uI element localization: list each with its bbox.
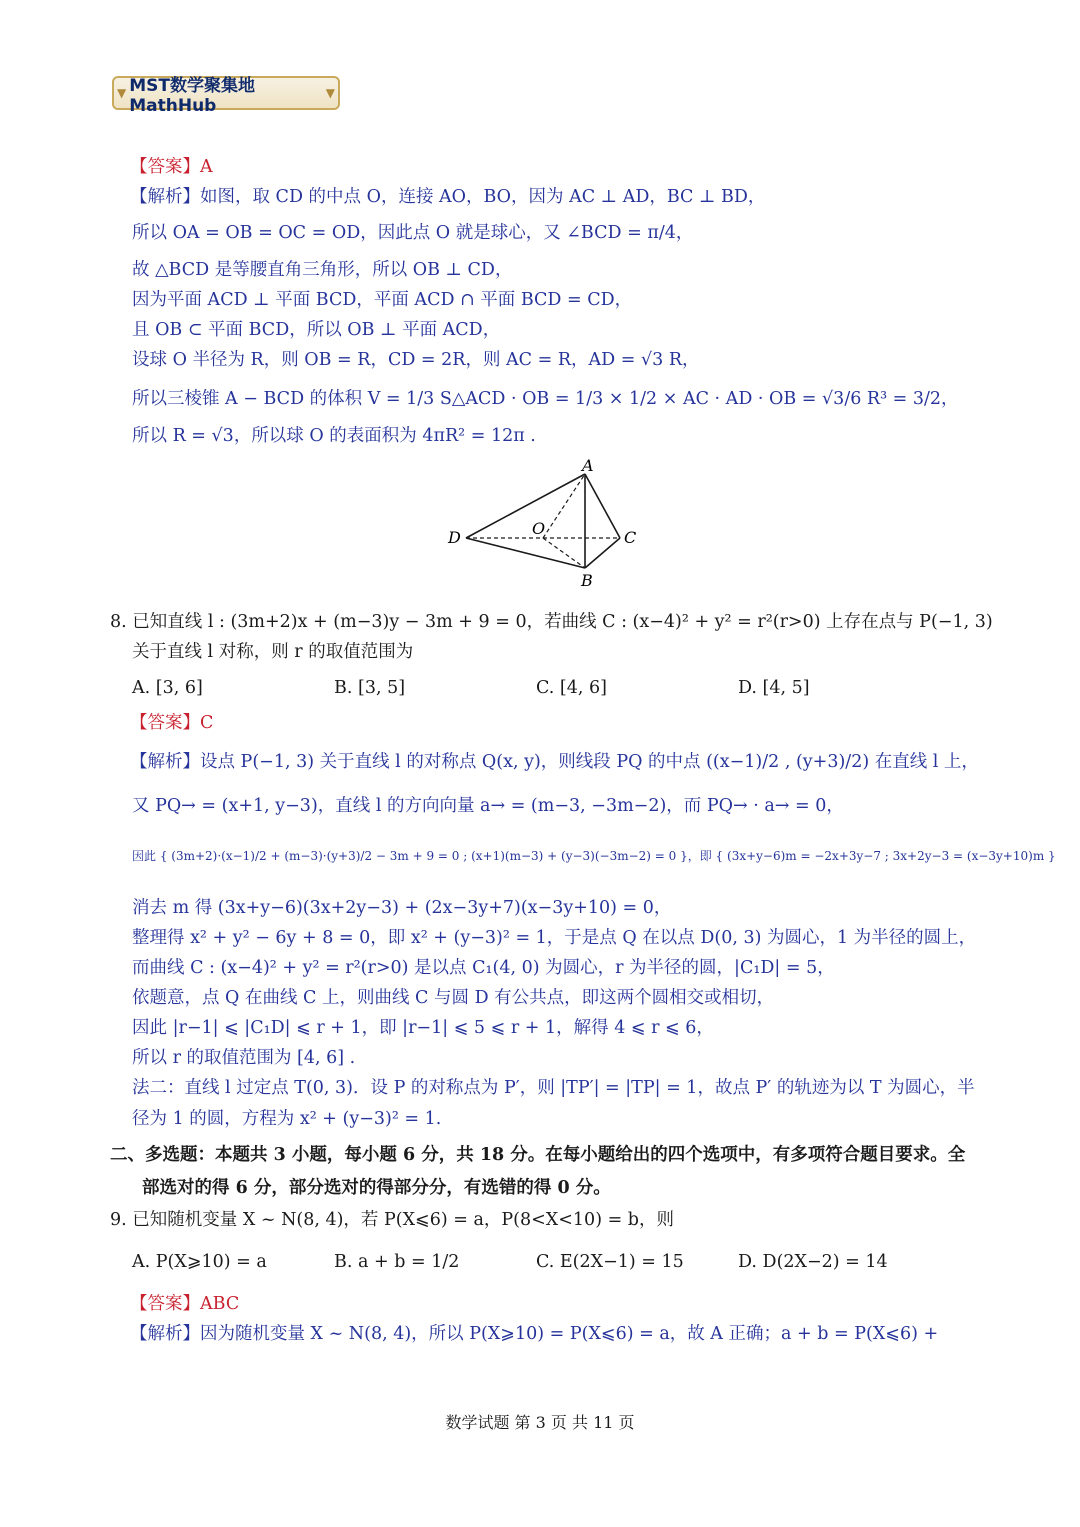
center-label-o: O	[532, 519, 546, 538]
q8-analysis-line: 又 PQ→ = (x+1, y−3)，直线 l 的方向向量 a→ = (m−3, −3m−2)，而 PQ→ · a→ = 0，	[132, 796, 844, 816]
q9-stem: 9. 已知随机变量 X ~ N(8, 4)，若 P(X⩽6) = a，P(8<X<10) = b，则	[110, 1210, 675, 1230]
q8-analysis-line: 所以 r 的取值范围为 [4, 6] .	[132, 1048, 356, 1068]
q7-answer: 【答案】A	[130, 157, 213, 177]
q8-analysis-line: 依题意，点 Q 在曲线 C 上，则曲线 C 与圆 D 有公共点，即这两个圆相交或相切，	[132, 988, 775, 1008]
edge-da	[466, 474, 585, 538]
badge-right-triangle-icon: ▼	[325, 86, 335, 100]
q7-analysis-line: 且 OB ⊂ 平面 BCD，所以 OB ⊥ 平面 ACD，	[132, 320, 501, 340]
q7-analysis-line: 设球 O 半径为 R，则 OB = R，CD = 2R，则 AC = R，AD = √3 R，	[132, 350, 700, 370]
q9-option-a: A. P(X⩾10) = a	[132, 1252, 267, 1272]
q8-analysis-line: 径为 1 的圆，方程为 x² + (y−3)² = 1.	[132, 1109, 442, 1129]
q8-stem-line: 8. 已知直线 l : (3m+2)x + (m−3)y − 3m + 9 = 0，若曲线 C : (x−4)² + y² = r²(r>0) 上存在点与 P(−1, 3)	[110, 612, 993, 632]
edge-ac	[585, 474, 620, 538]
section-heading: 部选对的得 6 分，部分选对的得部分分，有选错的得 0 分。	[142, 1178, 611, 1198]
q8-option-c: C. [4, 6]	[536, 678, 607, 698]
q7-analysis-line: 【解析】如图，取 CD 的中点 O，连接 AO，BO，因为 AC ⊥ AD，BC ⊥ BD，	[130, 187, 766, 207]
mathhub-badge	[112, 75, 340, 116]
q8-analysis-line: 因此 |r−1| ⩽ |C₁D| ⩽ r + 1，即 |r−1| ⩽ 5 ⩽ r + 1，解得 4 ⩽ r ⩽ 6，	[132, 1018, 714, 1038]
q7-analysis-line: 故 △BCD 是等腰直角三角形，所以 OB ⊥ CD，	[132, 260, 513, 280]
vertex-label-a: A	[582, 456, 594, 475]
section-heading: 二、多选题：本题共 3 小题，每小题 6 分，共 18 分。在每小题给出的四个选项中，有多项符合题目要求。全	[110, 1145, 966, 1165]
q8-analysis-line: 法二：直线 l 过定点 T(0, 3)．设 P 的对称点为 P′，则 |TP′| = |TP| = 1，故点 P′ 的轨迹为以 T 为圆心，半	[132, 1078, 975, 1098]
edge-bc	[585, 538, 620, 568]
tetrahedron-figure	[440, 456, 650, 592]
vertex-label-b: B	[581, 571, 593, 590]
q9-option-c: C. E(2X−1) = 15	[536, 1252, 684, 1272]
edge-db	[466, 538, 585, 568]
page-footer: 数学试题 第 3 页 共 11 页	[445, 1413, 635, 1432]
q8-option-a: A. [3, 6]	[132, 678, 203, 698]
q7-analysis-line: 所以三棱锥 A − BCD 的体积 V = 1/3 S△ACD · OB = 1/3 × 1/2 × AC · AD · OB = √3/6 R³ = 3/2，	[132, 389, 959, 409]
q8-analysis-line: 而曲线 C : (x−4)² + y² = r²(r>0) 是以点 C₁(4, 0) 为圆心，r 为半径的圆，|C₁D| = 5，	[132, 958, 835, 978]
badge-left-triangle-icon: ▼	[117, 86, 127, 100]
q7-analysis-line: 所以 R = √3，所以球 O 的表面积为 4πR² = 12π .	[132, 426, 536, 446]
q8-answer: 【答案】C	[130, 713, 214, 733]
q9-analysis-line: 【解析】因为随机变量 X ~ N(8, 4)，所以 P(X⩾10) = P(X⩽6) = a，故 A 正确；a + b = P(X⩽6) +	[130, 1324, 939, 1344]
vertex-label-c: C	[624, 528, 637, 547]
q8-option-d: D. [4, 5]	[738, 678, 810, 698]
q8-analysis-line: 整理得 x² + y² − 6y + 8 = 0，即 x² + (y−3)² = 1，于是点 Q 在以点 D(0, 3) 为圆心，1 为半径的圆上，	[132, 928, 977, 948]
vertex-label-d: D	[448, 528, 461, 547]
segment-oa-hidden	[543, 474, 585, 538]
badge-text: MST数学聚集地MathHub	[129, 75, 255, 116]
q8-analysis-line: 因此 { (3m+2)·(x−1)/2 + (m−3)·(y+3)/2 − 3m + 9 = 0 ; (x+1)(m−3) + (y−3)(−3m−2) = 0 }，即 { (3x+y−6)m = −2x+3y−7 ; 3x+2y−3 = (x−3y+10)m }	[132, 849, 1056, 863]
q8-analysis-line: 消去 m 得 (3x+y−6)(3x+2y−3) + (2x−3y+7)(x−3y+10) = 0，	[132, 898, 672, 918]
q8-option-b: B. [3, 5]	[334, 678, 406, 698]
q9-answer: 【答案】ABC	[130, 1294, 240, 1314]
q7-analysis-line: 因为平面 ACD ⊥ 平面 BCD，平面 ACD ∩ 平面 BCD = CD，	[132, 290, 633, 310]
q8-stem-line: 关于直线 l 对称，则 r 的取值范围为	[132, 642, 414, 662]
q9-option-d: D. D(2X−2) = 14	[738, 1252, 888, 1272]
q8-analysis-line: 【解析】设点 P(−1, 3) 关于直线 l 的对称点 Q(x, y)，则线段 PQ 的中点 ((x−1)/2 , (y+3)/2) 在直线 l 上，	[130, 752, 979, 772]
q9-option-b: B. a + b = 1/2	[334, 1252, 460, 1272]
q7-analysis-line: 所以 OA = OB = OC = OD，因此点 O 就是球心，又 ∠BCD = π/4，	[132, 223, 694, 243]
